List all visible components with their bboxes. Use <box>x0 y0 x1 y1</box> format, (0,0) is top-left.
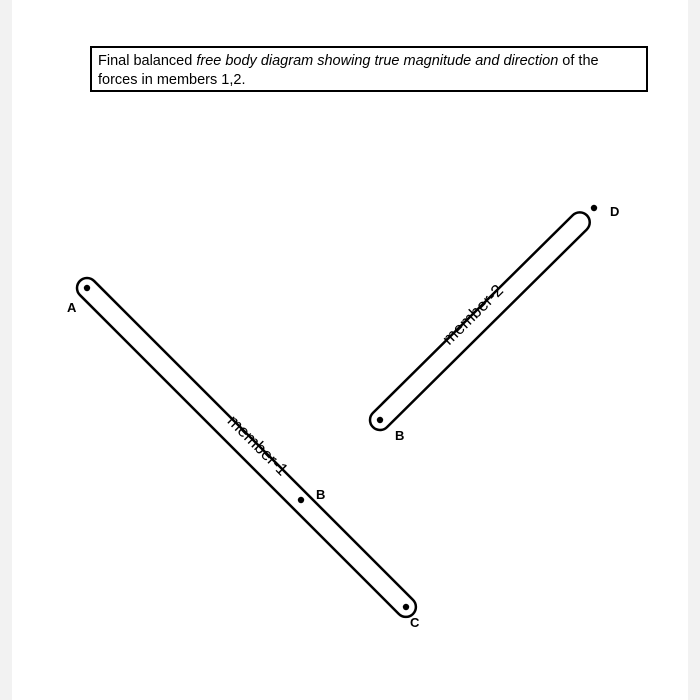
label-B-member-1: B <box>316 487 326 502</box>
caption-text-2: of the forces in members 1,2. <box>98 53 599 88</box>
pin-B-member-1 <box>298 497 304 503</box>
pin-B-member-2 <box>377 417 383 423</box>
label-A: A <box>67 300 77 315</box>
pin-C <box>403 604 409 610</box>
member-1-label: member-1 <box>223 411 292 480</box>
label-C: C <box>410 615 420 630</box>
label-D: D <box>610 204 620 219</box>
member-1 <box>73 267 427 621</box>
caption-text-italic: free body diagram showing true magnitude and direction <box>196 53 559 69</box>
pin-A <box>84 285 90 291</box>
member-2-label: member-2 <box>438 280 508 349</box>
pin-D <box>591 205 597 211</box>
label-B-member-2: B <box>395 428 405 443</box>
caption-text-1: Final balanced <box>98 53 197 69</box>
member-2 <box>360 202 594 434</box>
